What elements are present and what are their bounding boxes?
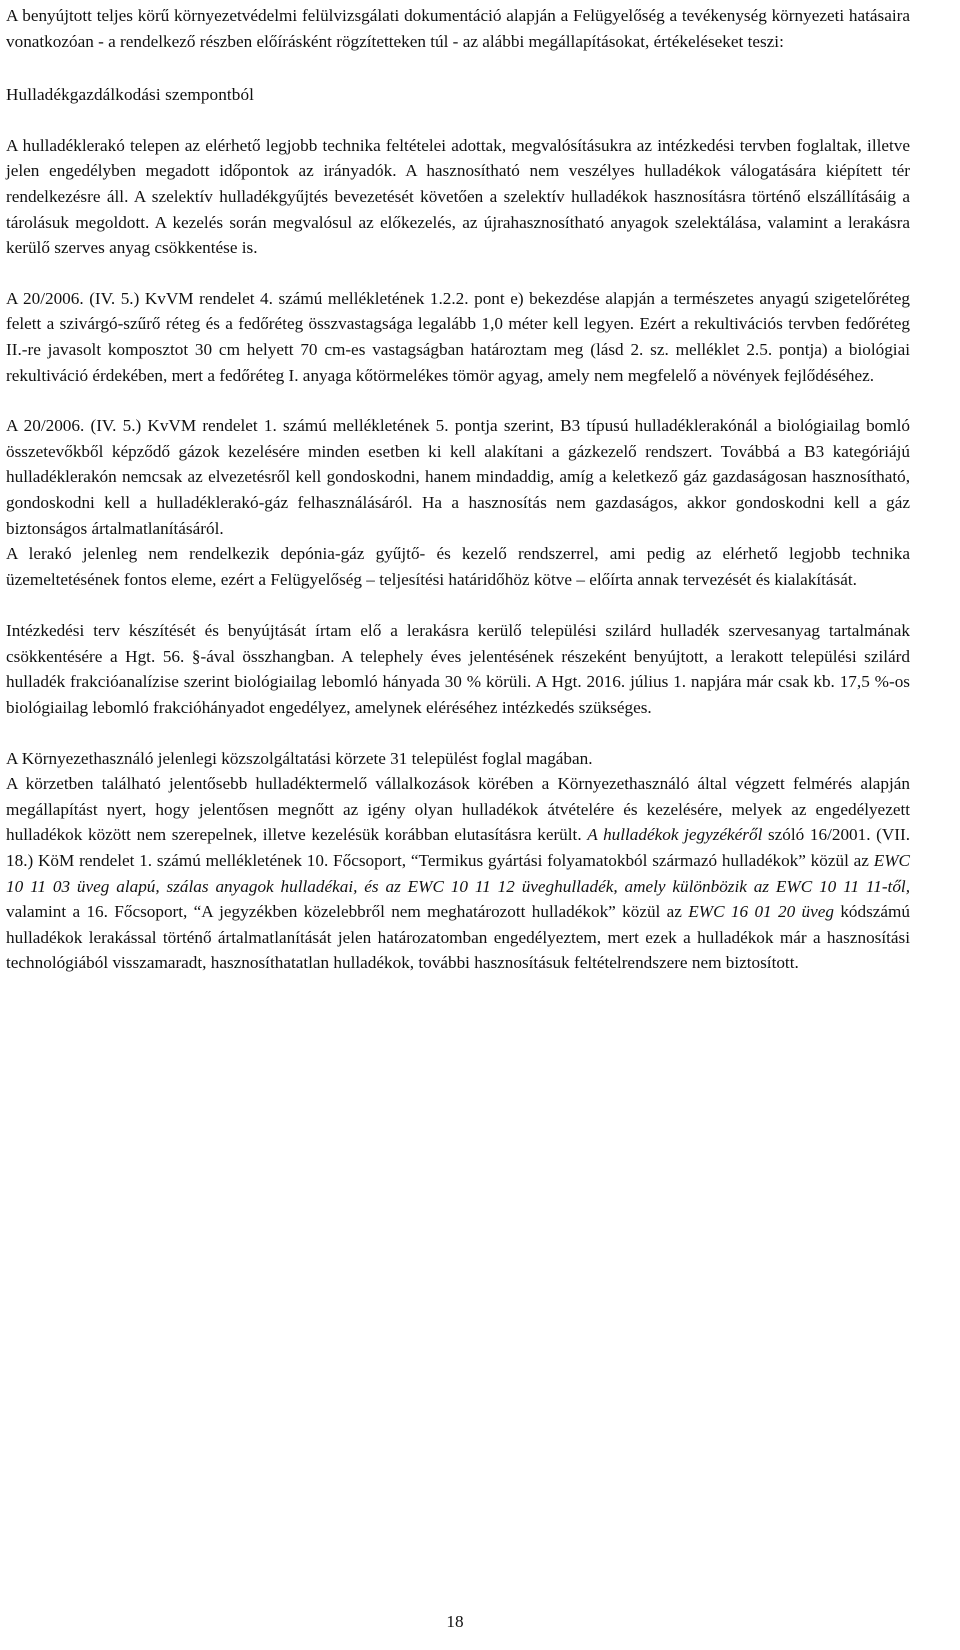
waste-list-title: A hulladékok jegyzékéről: [587, 825, 763, 845]
waste-acceptance-text-4: kódszámú hulladékok lerakással történő ártalmatlanítását jelen határozatomban engedélyeztem, mert ezek a hulladékok már a hasznosítási technológiából visszamaradt, hasznosíthatatlan hulladékok, további hasznosításuk feltételrendszere nem biztosított.: [6, 902, 911, 973]
paragraph-action-plan: Intézkedési terv készítését és benyújtását írtam elő a lerakásra kerülő települési szilárd hulladék szervesanyag tartalmának csökkentésére a Hgt. 56. §-ával összhangban. A telephely éves jelentésének részeként benyújtott, a lerakott települési szilárd hulladék frakcióanalízise szerint biológiailag lebomló hányada 30 % körüli. A Hgt. 2016. július 1. napjára már csak kb. 17,5 %-os biológiailag lebomló frakcióhányadot engedélyez, amelynek eléréséhez intézkedés szükséges.: [6, 621, 910, 718]
page-number: 18: [446, 1612, 464, 1631]
paragraph-best-technique: A hulladéklerakó telepen az elérhető legjobb technika feltételei adottak, megvalósításukra az intézkedési tervben foglaltak, illetve jelen engedélyben megadott időpontok az irányadók. A hasznosítható nem veszélyes hulladékok válogatására kiépített tér rendelkezésre áll. A szelektív hulladékgyűjtés bevezetését követően a szelektív hulladékok hasznosításra történő elszállításáig a tárolásuk megoldott. A kezelés során megvalósul az előkezelés, az újrahasznosítható anyagok szelektálása, valamint a lerakásra kerülő szerves anyag csökkentése is.: [6, 135, 910, 258]
intro-paragraph: A benyújtott teljes körű környezetvédelmi felülvizsgálati dokumentáció alapján a Felügyelőség a tevékenység környezeti hatásaira vonatkozóan - a rendelkező részben előírásként rögzítetteken túl - az alábbi megállapításokat, értékeléseket teszi:: [6, 6, 910, 51]
paragraph-gas-treatment: A 20/2006. (IV. 5.) KvVM rendelet 1. számú mellékletének 5. pontja szerint, B3 típusú hulladéklerakónál a biológiailag bomló összetevőkből képződő gázok kezelésére minden esetben ki kell alakítani a gázkezelő rendszert. Továbbá a B3 kategóriájú hulladéklerakón nemcsak az elvezetésről kell gondoskodni, hanem mindaddig, amíg a keletkező gáz gazdaságosan hasznosítható, gondoskodni kell a hulladéklerakó-gáz felhasználásáról. Ha a hasznosítás nem gazdaságos, akkor gondoskodni kell a gáz biztonságos ártalmatlanításáról.: [6, 416, 910, 538]
waste-acceptance-text-1: A körzetben található jelentősebb hulladéktermelő vállalkozások körében a Környezethasználó által végzett felmérés alapján megállapítást nyert, hogy jelentősen megnőtt az igény olyan hulladékok átvételére és kezelésére, melyek az engedélyezett hulladékok között nem szerepelnek, illetve kezelésük korábban elutasításra került.: [6, 774, 910, 845]
document-page: [6, 3, 910, 976]
ewc-code-16-01-20: EWC 16 01 20 üveg: [688, 902, 834, 922]
waste-acceptance-text-2: szóló 16/2001. (VII. 18.) KöM rendelet 1. számú mellékletének 10. Főcsoport, “Termikus gyártási folyamatokból származó hulladékok” közül az: [6, 825, 911, 871]
ewc-codes-group-10: EWC 10 11 03 üveg alapú, szálas anyagok hulladékai, és az EWC 10 11 12 üveghulladék, amely különbözik az EWC 10 11 11-től,: [6, 851, 910, 896]
paragraph-cover-layer: A 20/2006. (IV. 5.) KvVM rendelet 4. számú mellékletének 1.2.2. pont e) bekezdése alapján a természetes anyagú szigetelőréteg felett a szivárgó-szűrő réteg és a fedőréteg összvastagsága legalább 1,0 méter kell legyen. Ezért a rekultivációs tervben fedőréteg II.-re javasolt komposztot 30 cm helyett 70 cm-es vastagságban határoztam meg (lásd 2. sz. melléklet 2.5. pontja) a biológiai rekultiváció érdekében, mert a fedőréteg I. anyaga kőtörmelékes tömör agyag, amely nem megfelelő a növények fejlődéséhez.: [6, 288, 910, 385]
paragraph-waste-acceptance: [6, 771, 910, 976]
paragraph-gas-system-requirement: A lerakó jelenleg nem rendelkezik depónia-gáz gyűjtő- és kezelő rendszerrel, ami pedig az elérhető legjobb technika üzemeltetésének fontos eleme, ezért a Felügyelőség – teljesítési határidőhöz kötve – előírta annak tervezését és kialakítását.: [6, 544, 910, 589]
section-heading: Hulladékgazdálkodási szempontból: [6, 85, 255, 105]
paragraph-service-area: A Környezethasználó jelenlegi közszolgáltatási körzete 31 települést foglal magában.: [6, 748, 593, 768]
waste-acceptance-text-3: valamint a 16. Főcsoport, “A jegyzékben közelebbről nem meghatározott hulladékok” közül az: [6, 902, 682, 922]
